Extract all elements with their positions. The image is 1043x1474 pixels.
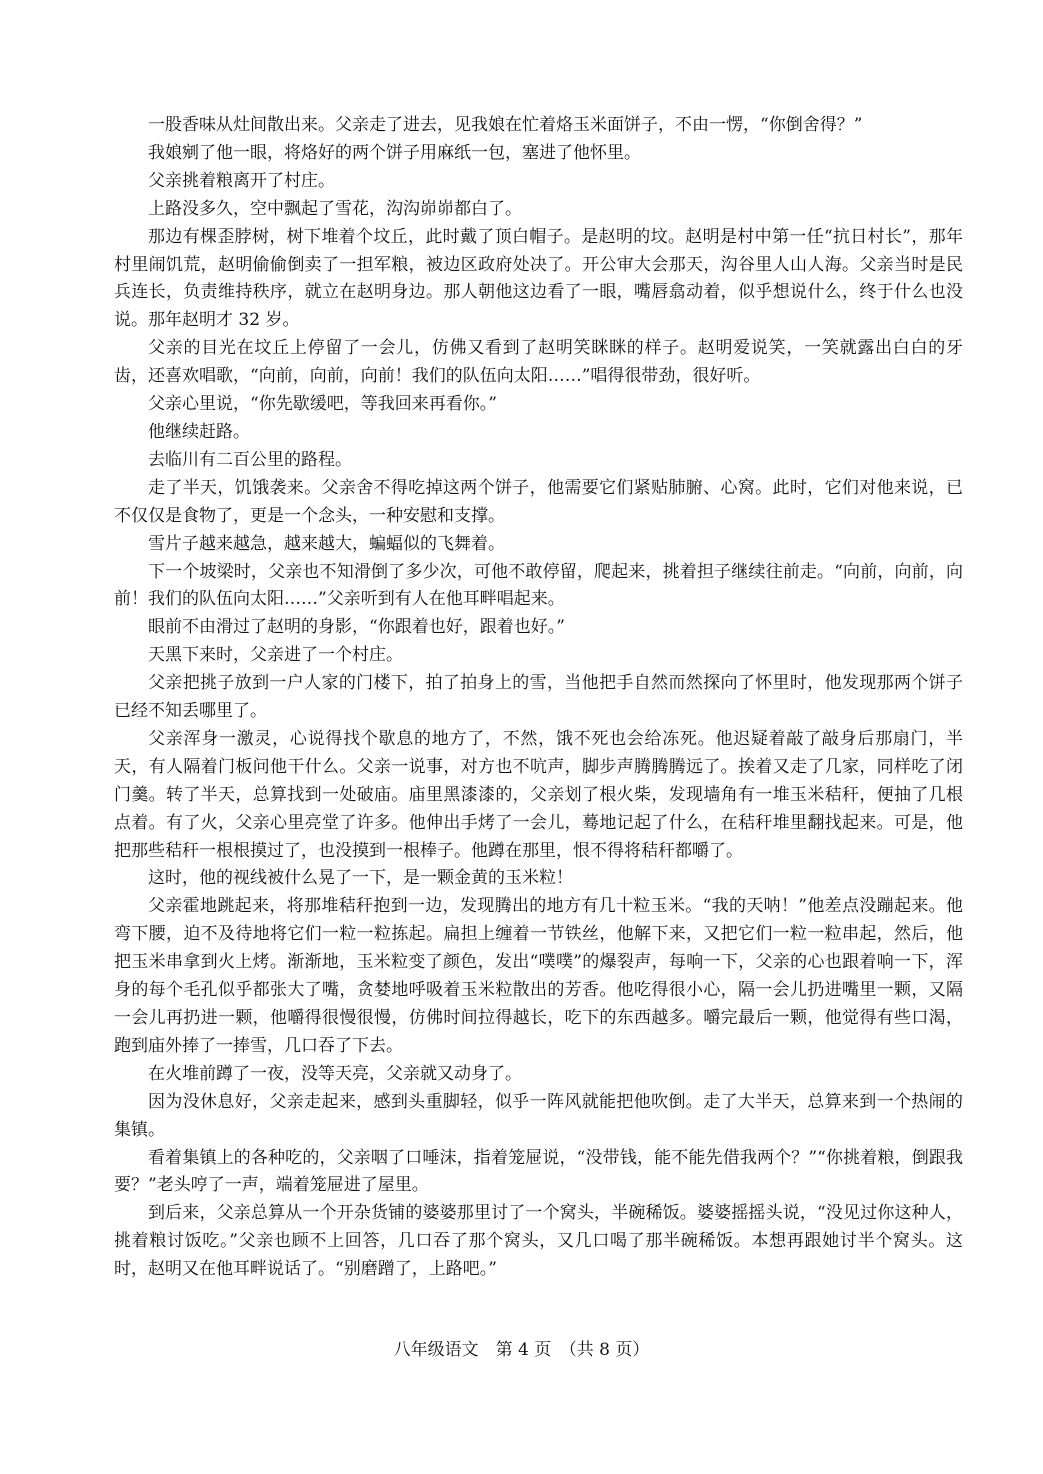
paragraph: 在火堆前蹲了一夜，没等天亮，父亲就又动身了。 (148, 1063, 522, 1084)
paragraph: 去临川有二百公里的路程。 (148, 449, 352, 470)
paragraph: 他继续赶路。 (148, 421, 250, 442)
paragraph: 父亲霍地跳起来，将那堆秸秆抱到一边，发现腾出的地方有几十粒玉米。“我的天呐！”他差点没蹦起来。他弯下腰，迫不及待地将它们一粒一粒拣起。扁担上缠着一节铁丝，他解下来，又把它们一粒一粒串起，然后，他把玉米串拿到火上烤。渐渐地，玉米粒变了颜色，发出“噗噗”的爆裂声，每响一下，父亲的心也跟着响一下，浑身的每个毛孔似乎都张大了嘴，贪婪地呼吸着玉米粒散出的芳香。他吃得很小心，隔一会儿扔进嘴里一颗，又隔一会儿再扔进一颗，他嚼得很慢很慢，仿佛时间拉得越长，吃下的东西越多。嚼完最后一颗，他觉得有些口渴，跑到庙外捧了一捧雪，几口吞了下去。 (114, 896, 963, 1056)
paragraph: 父亲的目光在坟丘上停留了一会儿，仿佛又看到了赵明笑眯眯的样子。赵明爱说笑，一笑就露出白白的牙齿，还喜欢唱歌，“向前，向前，向前！我们的队伍向太阳……”唱得很带劲，很好听。 (114, 338, 963, 387)
paragraph: 一股香味从灶间散出来。父亲走了进去，见我娘在忙着烙玉米面饼子，不由一愣，“你倒舍得？” (148, 115, 863, 135)
paragraph: 父亲挑着粮离开了村庄。 (148, 170, 335, 191)
paragraph: 走了半天，饥饿袭来。父亲舍不得吃掉这两个饼子，他需要它们紧贴肺腑、心窝。此时，它们对他来说，已不仅仅是食物了，更是一个念头，一种安慰和支撑。 (114, 477, 963, 526)
paragraph: 到后来，父亲总算从一个开杂货铺的婆婆那里讨了一个窝头，半碗稀饭。婆婆摇摇头说，“没见过你这种人，挑着粮讨饭吃。”父亲也顾不上回答，几口吞了那个窝头，又几口喝了那半碗稀饭。本想再跟她讨半个窝头。这时，赵明又在他耳畔说话了。“别磨蹭了，上路吧。” (114, 1203, 963, 1280)
story-text (114, 112, 963, 1284)
paragraph: 我娘剜了他一眼，将烙好的两个饼子用麻纸一包，塞进了他怀里。 (148, 142, 641, 163)
paragraph: 天黑下来时，父亲进了一个村庄。 (148, 645, 403, 666)
paragraph: 那边有棵歪脖树，树下堆着个坟丘，此时戴了顶白帽子。是赵明的坟。赵明是村中第一任“抗日村长”，那年村里闹饥荒，赵明偷偷倒卖了一担军粮，被边区政府处决了。开公审大会那天，沟谷里人山人海。父亲当时是民兵连长，负责维持秩序，就立在赵明身边。那人朝他这边看了一眼，嘴唇翕动着，似乎想说什么，终于什么也没说。那年赵明才 32 岁。 (114, 226, 963, 331)
paragraph: 上路没多久，空中飘起了雪花，沟沟峁峁都白了。 (148, 198, 522, 219)
paragraph: 下一个坡梁时，父亲也不知滑倒了多少次，可他不敢停留，爬起来，挑着担子继续往前走。“向前，向前，向前！我们的队伍向太阳……”父亲听到有人在他耳畔唱起来。 (114, 561, 963, 610)
paragraph: 看着集镇上的各种吃的，父亲咽了口唾沫，指着笼屉说，“没带钱，能不能先借我两个？”“你挑着粮，倒跟我要？”老头哼了一声，端着笼屉进了屋里。 (114, 1147, 963, 1196)
paragraph: 父亲心里说，“你先歇缓吧，等我回来再看你。” (148, 394, 497, 415)
paragraph: 眼前不由滑过了赵明的身影，“你跟着也好，跟着也好。” (148, 617, 565, 638)
page-footer: 八年级语文 第 4 页 （共 8 页） (393, 1340, 650, 1360)
paragraph: 这时，他的视线被什么晃了一下，是一颗金黄的玉米粒！ (148, 868, 573, 889)
paragraph: 父亲把挑子放到一户人家的门楼下，拍了拍身上的雪，当他把手自然而然探向了怀里时，他发现那两个饼子已经不知丢哪里了。 (114, 673, 963, 722)
paragraph: 雪片子越来越急，越来越大，蝙蝠似的飞舞着。 (148, 533, 505, 554)
paragraph: 父亲浑身一激灵，心说得找个歇息的地方了，不然，饿不死也会给冻死。他迟疑着敲了敲身后那扇门，半天，有人隔着门板问他干什么。父亲一说事，对方也不吭声，脚步声腾腾腾远了。挨着又走了几家，同样吃了闭门羹。转了半天，总算找到一处破庙。庙里黑漆漆的，父亲划了根火柴，发现墙角有一堆玉米秸秆，便抽了几根点着。有了火，父亲心里亮堂了许多。他伸出手烤了一会儿，蓦地记起了什么，在秸秆堆里翻找起来。可是，他把那些秸秆一根根摸过了，也没摸到一根棒子。他蹲在那里，恨不得将秸秆都嚼了。 (114, 728, 963, 861)
paragraph: 因为没休息好，父亲走起来，感到头重脚轻，似乎一阵风就能把他吹倒。走了大半天，总算来到一个热闹的集镇。 (114, 1091, 963, 1140)
